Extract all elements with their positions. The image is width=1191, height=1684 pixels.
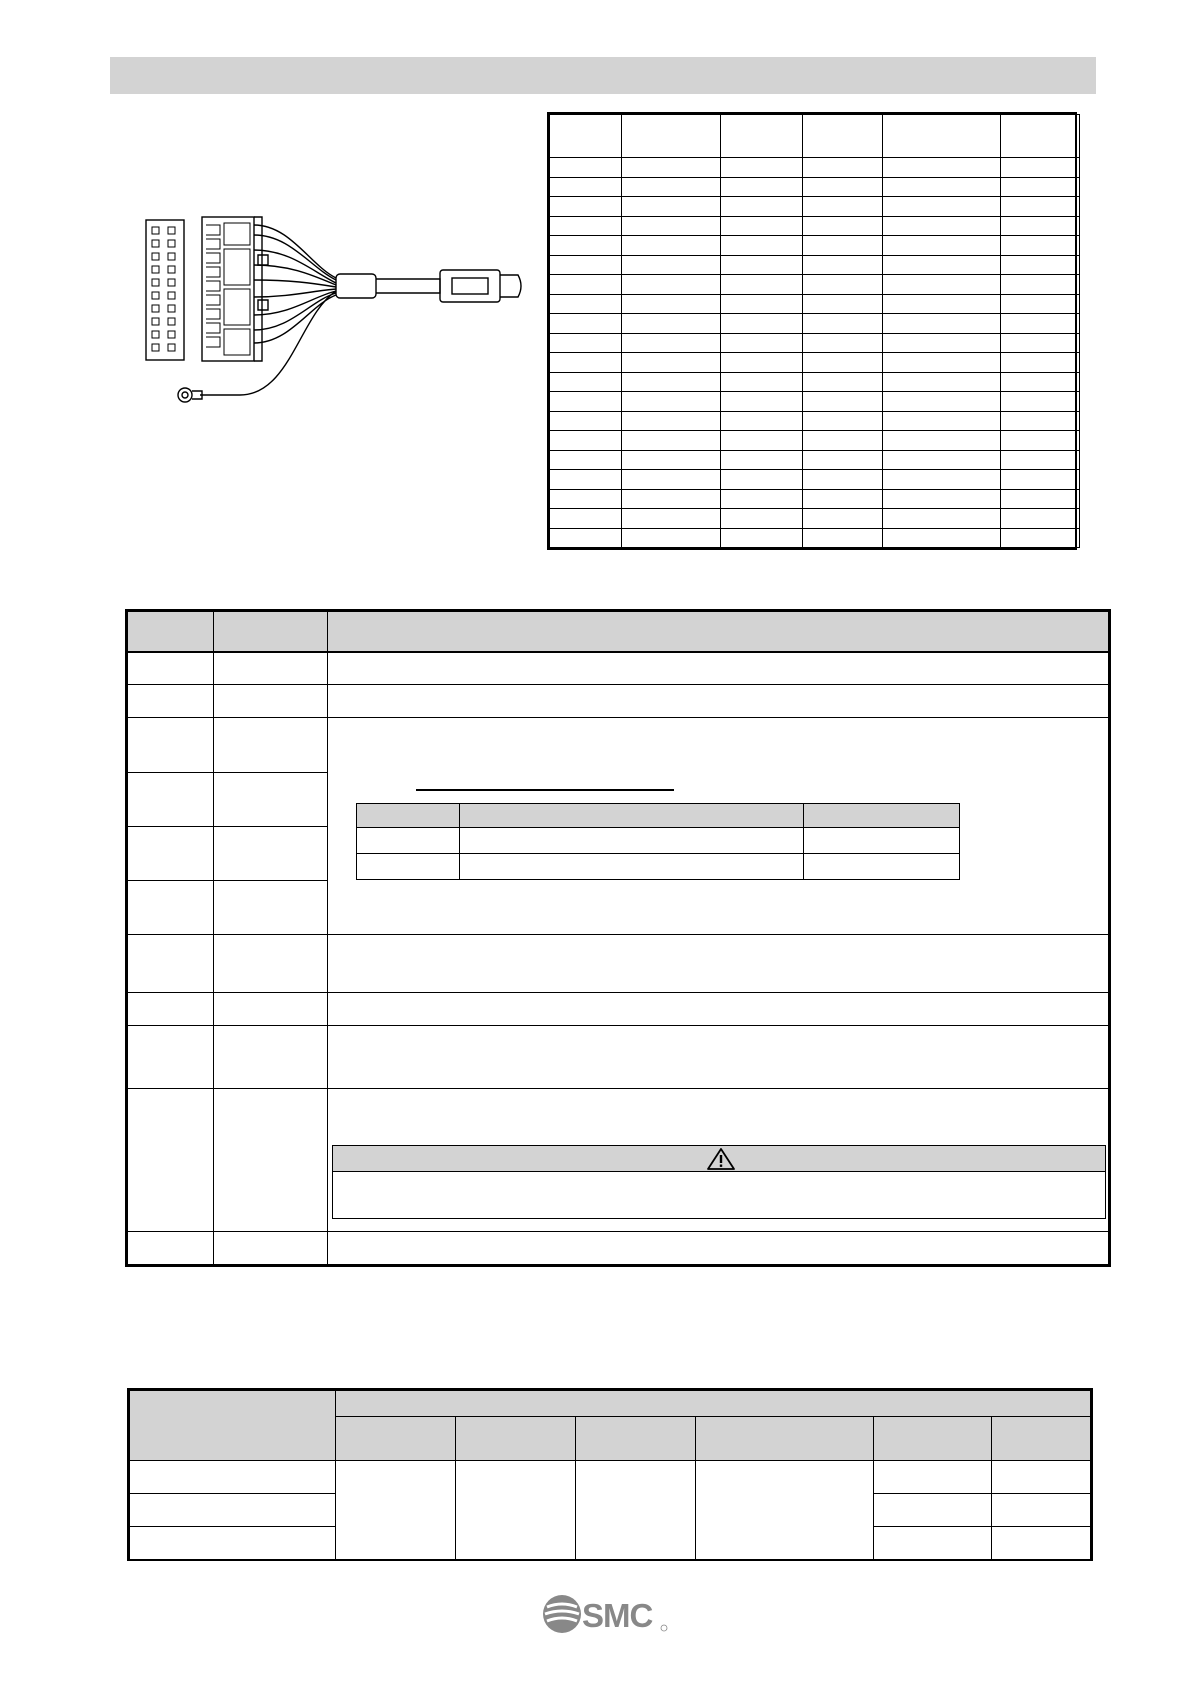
pin-table-row [550, 411, 1080, 431]
pin-table-row [550, 392, 1080, 412]
signal-table-row [128, 718, 1109, 772]
cable-table-header-row [130, 1391, 1091, 1417]
signal-table-row [128, 652, 1109, 685]
pin-table-row [550, 158, 1080, 178]
section-header-band [110, 57, 1096, 94]
pin-table-row [550, 314, 1080, 334]
pin-table-row [550, 255, 1080, 275]
nested-table-row [357, 828, 960, 854]
signal-table-row [128, 935, 1109, 992]
nested-table-header-row [357, 804, 960, 828]
warning-title-bar [333, 1146, 1105, 1172]
svg-text:SMC: SMC [582, 1597, 653, 1634]
pin-table-row [550, 489, 1080, 509]
pin-table-row [550, 372, 1080, 392]
pin-table-row [550, 333, 1080, 353]
pin-table-row [550, 294, 1080, 314]
warning-triangle-icon [706, 1147, 736, 1171]
pin-table-row [550, 216, 1080, 236]
smc-logo [540, 1590, 670, 1638]
signal-table-row [128, 1231, 1109, 1264]
pin-table-row [550, 470, 1080, 490]
subheading-underline [416, 789, 674, 791]
cable-table-row [130, 1461, 1091, 1494]
pin-table-row [550, 236, 1080, 256]
cable-table [127, 1388, 1093, 1561]
nested-table-row [357, 854, 960, 880]
signal-table-header-row [128, 612, 1109, 652]
pin-assignment-table [547, 112, 1077, 550]
pin-table-row [550, 197, 1080, 217]
pin-table-header-row [550, 115, 1080, 158]
connector-cable-drawing [140, 205, 525, 415]
pin-table-row [550, 275, 1080, 295]
warning-box [332, 1145, 1106, 1219]
pin-table-row [550, 509, 1080, 529]
pin-table-row [550, 450, 1080, 470]
pin-table-row [550, 353, 1080, 373]
pin-table-row [550, 528, 1080, 548]
signal-table-row [128, 1025, 1109, 1088]
pin-table-row [550, 431, 1080, 451]
pin-table-row [550, 177, 1080, 197]
signal-table-row [128, 685, 1109, 718]
nested-setting-table [356, 803, 960, 880]
signal-table-row [128, 992, 1109, 1025]
